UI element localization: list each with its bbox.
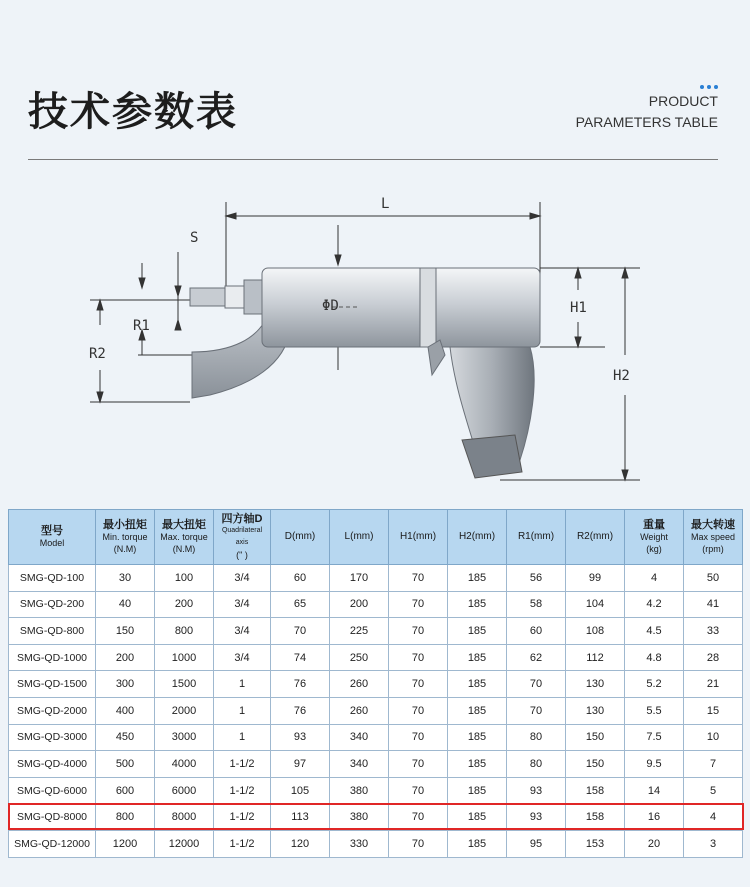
table-cell: 93 xyxy=(271,724,330,751)
header-weight: 重量 Weight (kg) xyxy=(625,510,684,565)
table-cell: 4.2 xyxy=(625,591,684,618)
table-cell: 1200 xyxy=(96,830,155,857)
table-cell: 3/4 xyxy=(214,565,271,592)
header-d: D(mm) xyxy=(271,510,330,565)
table-cell: 28 xyxy=(684,644,743,671)
table-cell: 70 xyxy=(389,751,448,778)
model-cell: SMG-QD-1500 xyxy=(9,671,96,698)
table-cell: 3000 xyxy=(155,724,214,751)
table-cell: 1-1/2 xyxy=(214,751,271,778)
table-cell: 1-1/2 xyxy=(214,830,271,857)
table-cell: 104 xyxy=(566,591,625,618)
table-cell: 70 xyxy=(389,724,448,751)
table-cell: 6000 xyxy=(155,777,214,804)
model-cell: SMG-QD-800 xyxy=(9,618,96,645)
table-cell: 3/4 xyxy=(214,644,271,671)
table-cell: 3/4 xyxy=(214,591,271,618)
table-cell: 70 xyxy=(389,565,448,592)
table-cell: 12000 xyxy=(155,830,214,857)
table-header-row xyxy=(9,510,743,565)
table-cell: 200 xyxy=(96,644,155,671)
table-cell: 130 xyxy=(566,671,625,698)
model-cell: SMG-QD-100 xyxy=(9,565,96,592)
table-row xyxy=(9,618,743,645)
header-h2: H2(mm) xyxy=(448,510,507,565)
table-cell: 158 xyxy=(566,777,625,804)
label-H2: H2 xyxy=(613,368,630,384)
table-cell: 380 xyxy=(330,777,389,804)
header-l: L(mm) xyxy=(330,510,389,565)
model-cell: SMG-QD-200 xyxy=(9,591,96,618)
table-cell: 1000 xyxy=(155,644,214,671)
table-cell: 70 xyxy=(389,697,448,724)
table-cell: 30 xyxy=(96,565,155,592)
table-row xyxy=(9,697,743,724)
table-row xyxy=(9,751,743,778)
table-cell: 1-1/2 xyxy=(214,777,271,804)
label-D: ΦD xyxy=(322,298,339,314)
table-cell: 40 xyxy=(96,591,155,618)
table-row xyxy=(9,565,743,592)
table-cell: 60 xyxy=(507,618,566,645)
page-subtitle xyxy=(576,91,718,133)
table-cell: 21 xyxy=(684,671,743,698)
table-row xyxy=(9,644,743,671)
model-cell: SMG-QD-1000 xyxy=(9,644,96,671)
table-cell: 800 xyxy=(96,804,155,831)
table-cell: 2000 xyxy=(155,697,214,724)
table-cell: 250 xyxy=(330,644,389,671)
table-cell: 56 xyxy=(507,565,566,592)
table-cell: 15 xyxy=(684,697,743,724)
table-cell: 1 xyxy=(214,697,271,724)
table-cell: 41 xyxy=(684,591,743,618)
table-cell: 4.8 xyxy=(625,644,684,671)
table-cell: 7 xyxy=(684,751,743,778)
table-cell: 112 xyxy=(566,644,625,671)
table-cell: 500 xyxy=(96,751,155,778)
table-cell: 7.5 xyxy=(625,724,684,751)
table-cell: 200 xyxy=(155,591,214,618)
subtitle-line-1: PRODUCT xyxy=(648,93,718,109)
table-cell: 70 xyxy=(389,644,448,671)
table-cell: 62 xyxy=(507,644,566,671)
model-cell: SMG-QD-12000 xyxy=(9,830,96,857)
table-cell: 185 xyxy=(448,697,507,724)
table-row xyxy=(9,591,743,618)
table-cell: 185 xyxy=(448,671,507,698)
table-cell: 33 xyxy=(684,618,743,645)
table-row xyxy=(9,724,743,751)
table-cell: 185 xyxy=(448,565,507,592)
header-r2: R2(mm) xyxy=(566,510,625,565)
table-cell: 100 xyxy=(155,565,214,592)
table-cell: 153 xyxy=(566,830,625,857)
table-cell: 60 xyxy=(271,565,330,592)
table-cell: 1500 xyxy=(155,671,214,698)
header-max-speed: 最大转速 Max speed (rpm) xyxy=(684,510,743,565)
table-cell: 70 xyxy=(507,697,566,724)
table-cell: 225 xyxy=(330,618,389,645)
table-cell: 600 xyxy=(96,777,155,804)
table-cell: 74 xyxy=(271,644,330,671)
table-cell: 1-1/2 xyxy=(214,804,271,831)
table-cell: 70 xyxy=(389,618,448,645)
table-cell: 14 xyxy=(625,777,684,804)
table-cell: 50 xyxy=(684,565,743,592)
table-cell: 340 xyxy=(330,751,389,778)
table-cell: 70 xyxy=(389,591,448,618)
header-r1: R1(mm) xyxy=(507,510,566,565)
table-cell: 1 xyxy=(214,671,271,698)
table-cell: 150 xyxy=(566,724,625,751)
table-cell: 70 xyxy=(389,777,448,804)
table-cell: 113 xyxy=(271,804,330,831)
table-cell: 185 xyxy=(448,777,507,804)
table-cell: 65 xyxy=(271,591,330,618)
table-row xyxy=(9,830,743,857)
table-cell: 185 xyxy=(448,591,507,618)
table-cell: 120 xyxy=(271,830,330,857)
table-cell: 4000 xyxy=(155,751,214,778)
table-cell: 130 xyxy=(566,697,625,724)
table-cell: 93 xyxy=(507,777,566,804)
table-cell: 340 xyxy=(330,724,389,751)
table-cell: 185 xyxy=(448,804,507,831)
table-body xyxy=(9,565,743,858)
table-cell: 99 xyxy=(566,565,625,592)
table-cell: 8000 xyxy=(155,804,214,831)
label-L: L xyxy=(381,196,390,212)
table-cell: 97 xyxy=(271,751,330,778)
table-cell: 93 xyxy=(507,804,566,831)
table-cell: 3/4 xyxy=(214,618,271,645)
table-cell: 185 xyxy=(448,618,507,645)
table-cell: 200 xyxy=(330,591,389,618)
table-cell: 330 xyxy=(330,830,389,857)
table-cell: 150 xyxy=(96,618,155,645)
header-h1: H1(mm) xyxy=(389,510,448,565)
header-square-drive: 四方轴D Quadrilateral axis (" ) xyxy=(214,510,271,565)
table-cell: 20 xyxy=(625,830,684,857)
table-row xyxy=(9,777,743,804)
table-cell: 5.5 xyxy=(625,697,684,724)
table-cell: 150 xyxy=(566,751,625,778)
table-cell: 185 xyxy=(448,830,507,857)
table-cell: 95 xyxy=(507,830,566,857)
header-min-torque: 最小扭矩 Min. torque (N.M) xyxy=(96,510,155,565)
table-cell: 76 xyxy=(271,671,330,698)
table-cell: 9.5 xyxy=(625,751,684,778)
subtitle-line-2: PARAMETERS TABLE xyxy=(575,114,718,130)
table-cell: 260 xyxy=(330,671,389,698)
table-cell: 70 xyxy=(389,830,448,857)
table-cell: 158 xyxy=(566,804,625,831)
table-cell: 4 xyxy=(625,565,684,592)
wrench-dimension-diagram xyxy=(60,180,700,495)
table-cell: 16 xyxy=(625,804,684,831)
table-cell: 10 xyxy=(684,724,743,751)
header-model: 型号 Model xyxy=(9,510,96,565)
header-max-torque: 最大扭矩 Max. torque (N.M) xyxy=(155,510,214,565)
table-cell: 185 xyxy=(448,644,507,671)
page-title: 技术参数表 xyxy=(28,89,238,135)
label-R2: R2 xyxy=(89,346,106,362)
table-cell: 70 xyxy=(507,671,566,698)
parameters-table xyxy=(8,509,743,858)
table-cell: 400 xyxy=(96,697,155,724)
table-cell: 4.5 xyxy=(625,618,684,645)
table-cell: 185 xyxy=(448,724,507,751)
table-cell: 380 xyxy=(330,804,389,831)
model-cell: SMG-QD-6000 xyxy=(9,777,96,804)
table-cell: 3 xyxy=(684,830,743,857)
table-cell: 80 xyxy=(507,751,566,778)
model-cell: SMG-QD-2000 xyxy=(9,697,96,724)
table-row xyxy=(9,671,743,698)
table-cell: 108 xyxy=(566,618,625,645)
table-cell: 76 xyxy=(271,697,330,724)
label-H1: H1 xyxy=(570,300,587,316)
title-divider xyxy=(28,159,718,160)
table-cell: 70 xyxy=(271,618,330,645)
table-cell: 800 xyxy=(155,618,214,645)
table-cell: 185 xyxy=(448,751,507,778)
model-cell: SMG-QD-3000 xyxy=(9,724,96,751)
table-cell: 105 xyxy=(271,777,330,804)
table-cell: 70 xyxy=(389,804,448,831)
table-cell: 80 xyxy=(507,724,566,751)
label-R1: R1 xyxy=(133,318,150,334)
table-cell: 5.2 xyxy=(625,671,684,698)
table-cell: 260 xyxy=(330,697,389,724)
table-cell: 450 xyxy=(96,724,155,751)
table-cell: 58 xyxy=(507,591,566,618)
table-cell: 4 xyxy=(684,804,743,831)
table-row xyxy=(9,804,743,831)
table-cell: 300 xyxy=(96,671,155,698)
model-cell: SMG-QD-4000 xyxy=(9,751,96,778)
table-cell: 5 xyxy=(684,777,743,804)
model-cell: SMG-QD-8000 xyxy=(9,804,96,831)
table-cell: 1 xyxy=(214,724,271,751)
table-cell: 170 xyxy=(330,565,389,592)
table-cell: 70 xyxy=(389,671,448,698)
label-S: S xyxy=(190,230,199,246)
